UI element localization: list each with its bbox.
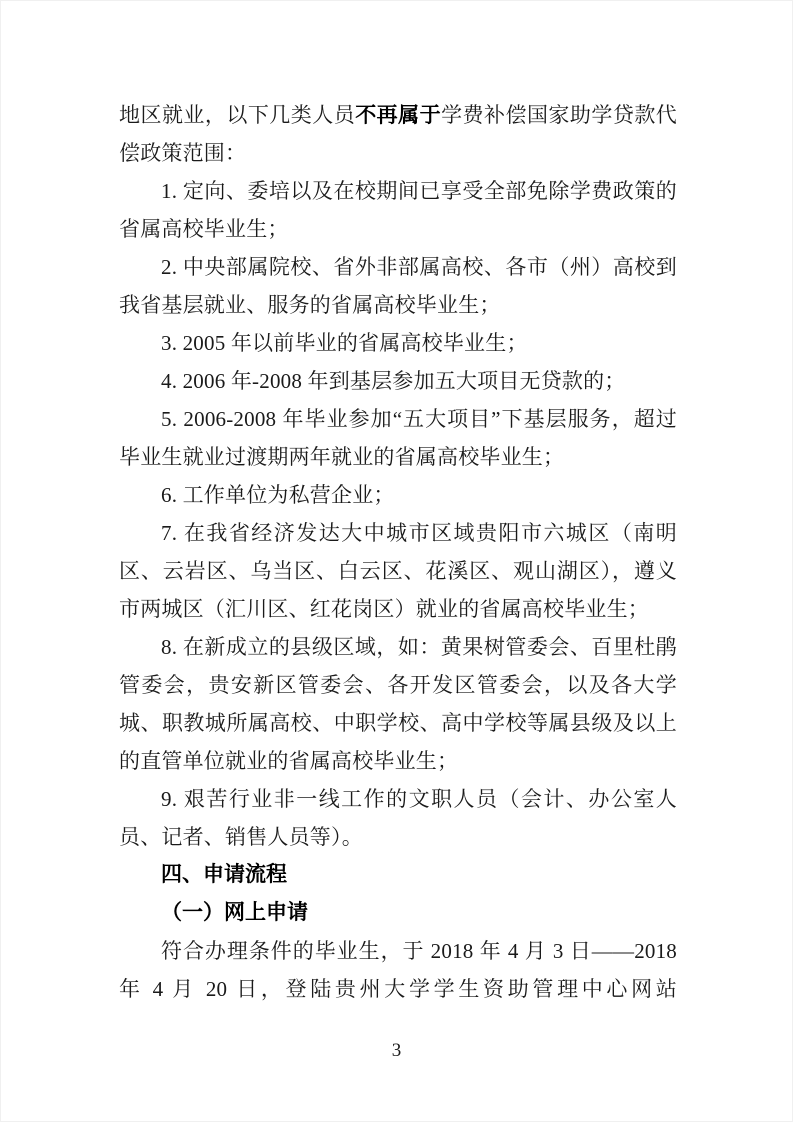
- page-number: 3: [391, 1040, 402, 1061]
- list-item-8: 8. 在新成立的县级区域，如：黄果树管委会、百里杜鹃管委会，贵安新区管委会、各开发区管委会，以及各大学城、职教城所属高校、中职学校、高中学校等属县级及以上的直管单位就业的省属高校毕业生；: [119, 635, 677, 773]
- intro-prefix: 地区就业，以下几类人员: [119, 103, 356, 127]
- intro-bold-emphasis: 不再属于: [355, 103, 442, 127]
- document-body: [119, 96, 677, 1008]
- paragraph-intro: [119, 96, 677, 172]
- list-item-6: 6. 工作单位为私营企业；: [161, 483, 395, 507]
- list-item-2: 2. 中央部属院校、省外非部属高校、各市（州）高校到我省基层就业、服务的省属高校毕业生；: [119, 255, 677, 317]
- paragraph-online-application: 符合办理条件的毕业生，于 2018 年 4 月 3 日——2018 年 4 月 20 日，登陆贵州大学学生资助管理中心网站: [119, 939, 677, 1001]
- list-item-5: 5. 2006-2008 年毕业参加“五大项目”下基层服务，超过毕业生就业过渡期两年就业的省属高校毕业生；: [119, 407, 677, 469]
- list-item-4: 4. 2006 年-2008 年到基层参加五大项目无贷款的；: [161, 369, 626, 393]
- intro-suffix: 学费补偿国家助学贷款代偿政策范围：: [119, 103, 677, 165]
- list-item-3: 3. 2005 年以前毕业的省属高校毕业生；: [161, 331, 528, 355]
- list-item-9: 9. 艰苦行业非一线工作的文职人员（会计、办公室人员、记者、销售人员等）。: [119, 787, 677, 849]
- list-item-1: 1. 定向、委培以及在校期间已享受全部免除学费政策的省属高校毕业生；: [119, 179, 677, 241]
- section-heading: 四、申请流程: [161, 863, 287, 886]
- list-item-7: 7. 在我省经济发达大中城市区域贵阳市六城区（南明区、云岩区、乌当区、白云区、花溪区、观山湖区），遵义市两城区（汇川区、红花岗区）就业的省属高校毕业生；: [119, 521, 677, 621]
- subsection-heading: （一）网上申请: [161, 901, 308, 924]
